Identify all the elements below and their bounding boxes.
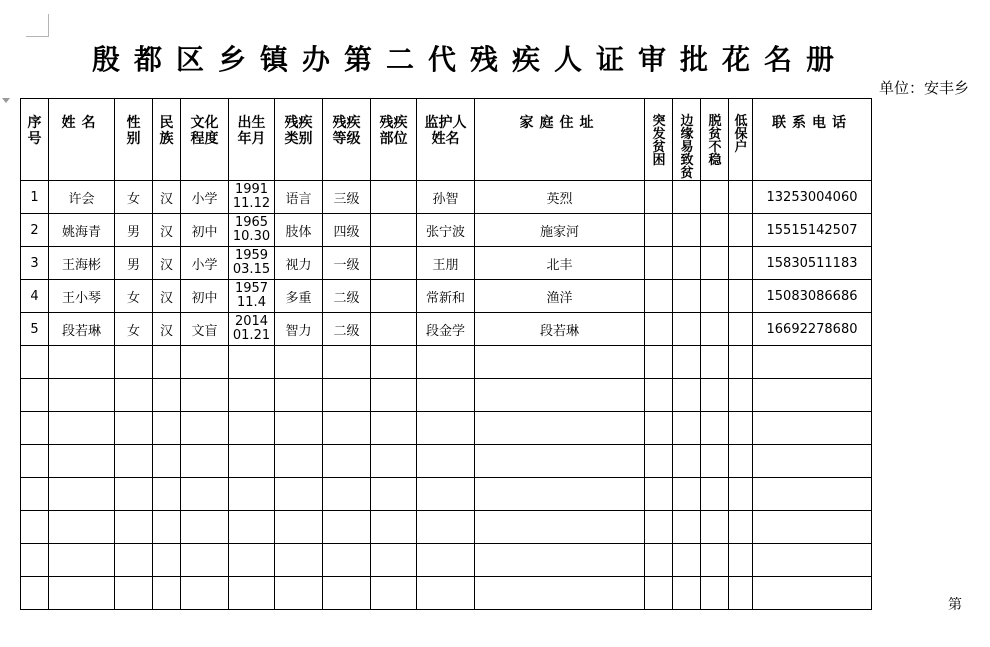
document-title: 殷都区乡镇办第二代残疾人证审批花名册	[91, 43, 848, 76]
empty-cell	[729, 511, 753, 544]
cell-index: 2	[21, 214, 49, 247]
empty-cell	[115, 511, 153, 544]
empty-cell	[153, 445, 181, 478]
empty-cell	[275, 445, 323, 478]
empty-cell	[417, 346, 475, 379]
cell-low-income	[729, 247, 753, 280]
empty-cell	[371, 577, 417, 610]
cell-emergency-poor	[645, 280, 673, 313]
empty-cell	[701, 379, 729, 412]
empty-cell	[229, 412, 275, 445]
empty-cell	[729, 544, 753, 577]
empty-cell	[49, 445, 115, 478]
cell-education: 初中	[181, 214, 229, 247]
header-education: 文化程度	[181, 99, 229, 181]
empty-cell	[229, 577, 275, 610]
cell-ethnicity: 汉	[153, 214, 181, 247]
cell-ethnicity: 汉	[153, 280, 181, 313]
header-phone: 联系电话	[753, 99, 872, 181]
cell-guardian: 张宁波	[417, 214, 475, 247]
empty-cell	[729, 346, 753, 379]
table-row	[21, 313, 872, 346]
cell-gender: 女	[115, 280, 153, 313]
cell-gender: 女	[115, 313, 153, 346]
cell-low-income	[729, 214, 753, 247]
cell-ethnicity: 汉	[153, 247, 181, 280]
unit-label: 单位：安丰乡	[879, 79, 970, 97]
empty-cell	[275, 412, 323, 445]
empty-cell	[645, 445, 673, 478]
header-birth: 出生年月	[229, 99, 275, 181]
empty-table-row	[21, 511, 872, 544]
header-index: 序号	[21, 99, 49, 181]
header-guardian: 监护人姓名	[417, 99, 475, 181]
cell-name: 王小琴	[49, 280, 115, 313]
empty-cell	[753, 445, 872, 478]
birth-year: 2014	[234, 314, 269, 329]
cell-emergency-poor	[645, 181, 673, 214]
empty-cell	[275, 511, 323, 544]
empty-cell	[153, 379, 181, 412]
cell-birth	[229, 313, 275, 346]
empty-table-row	[21, 445, 872, 478]
cell-disability-part	[371, 313, 417, 346]
empty-cell	[115, 445, 153, 478]
empty-cell	[673, 445, 701, 478]
empty-cell	[417, 379, 475, 412]
empty-cell	[323, 445, 371, 478]
cell-disability-part	[371, 280, 417, 313]
cell-index: 1	[21, 181, 49, 214]
cell-name: 王海彬	[49, 247, 115, 280]
cell-phone: 15830511183	[753, 247, 872, 280]
cell-disability-type: 视力	[275, 247, 323, 280]
empty-cell	[753, 577, 872, 610]
empty-cell	[417, 511, 475, 544]
cell-edge-poor	[673, 247, 701, 280]
header-disability-part: 残疾部位	[371, 99, 417, 181]
empty-cell	[275, 379, 323, 412]
cell-unstable-poverty-exit	[701, 313, 729, 346]
empty-cell	[229, 346, 275, 379]
cell-disability-type: 语言	[275, 181, 323, 214]
empty-cell	[21, 346, 49, 379]
cell-disability-level: 二级	[323, 313, 371, 346]
birth-month-day: 11.12	[232, 196, 271, 211]
empty-cell	[673, 412, 701, 445]
empty-cell	[645, 544, 673, 577]
cell-address: 渔洋	[475, 280, 645, 313]
empty-cell	[181, 577, 229, 610]
empty-cell	[753, 511, 872, 544]
empty-cell	[475, 544, 645, 577]
empty-cell	[673, 511, 701, 544]
cell-phone: 16692278680	[753, 313, 872, 346]
cell-phone: 15515142507	[753, 214, 872, 247]
empty-cell	[371, 412, 417, 445]
table-row	[21, 214, 872, 247]
cell-birth	[229, 214, 275, 247]
empty-cell	[49, 511, 115, 544]
header-unstable-poverty-exit: 脱贫不稳	[701, 99, 729, 181]
birth-year: 1991	[234, 182, 269, 197]
margin-arrow-icon	[2, 98, 10, 103]
empty-cell	[115, 346, 153, 379]
empty-cell	[753, 346, 872, 379]
empty-cell	[475, 511, 645, 544]
empty-cell	[115, 577, 153, 610]
cell-education: 小学	[181, 181, 229, 214]
empty-cell	[21, 577, 49, 610]
empty-cell	[753, 544, 872, 577]
empty-cell	[475, 445, 645, 478]
cell-disability-level: 三级	[323, 181, 371, 214]
cell-gender: 男	[115, 247, 153, 280]
empty-cell	[181, 379, 229, 412]
empty-cell	[475, 379, 645, 412]
cell-index: 3	[21, 247, 49, 280]
empty-cell	[371, 478, 417, 511]
cell-gender: 女	[115, 181, 153, 214]
empty-cell	[181, 346, 229, 379]
header-gender: 性别	[115, 99, 153, 181]
cell-address: 北丰	[475, 247, 645, 280]
empty-cell	[229, 445, 275, 478]
cell-index: 5	[21, 313, 49, 346]
cell-gender: 男	[115, 214, 153, 247]
header-disability-type: 残疾类别	[275, 99, 323, 181]
empty-cell	[21, 412, 49, 445]
cell-emergency-poor	[645, 313, 673, 346]
header-low-income: 低保户	[729, 99, 753, 181]
empty-cell	[371, 511, 417, 544]
cell-ethnicity: 汉	[153, 181, 181, 214]
birth-year: 1957	[234, 281, 269, 296]
cell-unstable-poverty-exit	[701, 214, 729, 247]
empty-cell	[475, 412, 645, 445]
empty-cell	[753, 412, 872, 445]
empty-cell	[645, 346, 673, 379]
empty-cell	[673, 577, 701, 610]
empty-cell	[417, 577, 475, 610]
cell-disability-type: 智力	[275, 313, 323, 346]
empty-cell	[275, 544, 323, 577]
empty-cell	[181, 412, 229, 445]
header-disability-level: 残疾等级	[323, 99, 371, 181]
empty-cell	[475, 478, 645, 511]
empty-table-row	[21, 577, 872, 610]
empty-cell	[275, 346, 323, 379]
empty-cell	[21, 478, 49, 511]
empty-cell	[729, 379, 753, 412]
empty-cell	[21, 511, 49, 544]
empty-cell	[323, 544, 371, 577]
empty-cell	[275, 577, 323, 610]
cell-unstable-poverty-exit	[701, 280, 729, 313]
empty-cell	[115, 412, 153, 445]
empty-cell	[673, 346, 701, 379]
empty-cell	[417, 478, 475, 511]
empty-cell	[371, 544, 417, 577]
empty-table-row	[21, 346, 872, 379]
empty-cell	[153, 478, 181, 511]
empty-cell	[645, 412, 673, 445]
empty-cell	[753, 379, 872, 412]
empty-cell	[645, 577, 673, 610]
empty-cell	[153, 412, 181, 445]
empty-cell	[153, 544, 181, 577]
empty-cell	[371, 445, 417, 478]
empty-cell	[323, 379, 371, 412]
cell-guardian: 段金学	[417, 313, 475, 346]
birth-month-day: 03.15	[232, 262, 271, 277]
empty-cell	[673, 544, 701, 577]
table-row	[21, 181, 872, 214]
empty-cell	[729, 445, 753, 478]
birth-month-day: 11.4	[237, 295, 266, 310]
empty-cell	[701, 577, 729, 610]
empty-cell	[753, 478, 872, 511]
cell-disability-type: 多重	[275, 280, 323, 313]
cell-disability-level: 二级	[323, 280, 371, 313]
cell-disability-level: 四级	[323, 214, 371, 247]
empty-cell	[275, 478, 323, 511]
empty-cell	[115, 478, 153, 511]
cell-birth	[229, 280, 275, 313]
cell-education: 初中	[181, 280, 229, 313]
header-name: 姓名	[49, 99, 115, 181]
cell-phone: 13253004060	[753, 181, 872, 214]
cell-guardian: 常新和	[417, 280, 475, 313]
empty-cell	[701, 412, 729, 445]
empty-cell	[115, 544, 153, 577]
empty-cell	[181, 544, 229, 577]
birth-year: 1959	[234, 248, 269, 263]
empty-cell	[701, 445, 729, 478]
empty-cell	[729, 412, 753, 445]
page-number-label: 第	[948, 597, 962, 613]
roster-table	[20, 98, 872, 610]
empty-cell	[229, 544, 275, 577]
empty-cell	[701, 544, 729, 577]
cell-birth	[229, 247, 275, 280]
empty-cell	[645, 478, 673, 511]
cell-disability-part	[371, 247, 417, 280]
empty-cell	[475, 577, 645, 610]
empty-cell	[417, 412, 475, 445]
cell-guardian: 孙智	[417, 181, 475, 214]
empty-cell	[49, 478, 115, 511]
empty-cell	[701, 478, 729, 511]
cell-disability-type: 肢体	[275, 214, 323, 247]
empty-cell	[21, 379, 49, 412]
empty-table-row	[21, 379, 872, 412]
cell-disability-part	[371, 214, 417, 247]
empty-cell	[115, 379, 153, 412]
cell-emergency-poor	[645, 214, 673, 247]
cell-emergency-poor	[645, 247, 673, 280]
birth-month-day: 01.21	[232, 328, 271, 343]
empty-table-row	[21, 478, 872, 511]
cell-low-income	[729, 280, 753, 313]
cell-edge-poor	[673, 214, 701, 247]
cell-unstable-poverty-exit	[701, 181, 729, 214]
empty-cell	[323, 478, 371, 511]
empty-cell	[181, 511, 229, 544]
empty-cell	[729, 577, 753, 610]
empty-table-row	[21, 544, 872, 577]
empty-cell	[49, 346, 115, 379]
empty-cell	[645, 511, 673, 544]
cell-edge-poor	[673, 313, 701, 346]
header-address: 家庭住址	[475, 99, 645, 181]
empty-cell	[229, 379, 275, 412]
empty-cell	[417, 544, 475, 577]
cell-address: 施家河	[475, 214, 645, 247]
cell-disability-level: 一级	[323, 247, 371, 280]
cell-low-income	[729, 181, 753, 214]
empty-cell	[729, 478, 753, 511]
header-edge-poor: 边缘易致贫	[673, 99, 701, 181]
empty-cell	[49, 544, 115, 577]
birth-year: 1965	[234, 215, 269, 230]
empty-cell	[49, 412, 115, 445]
header-emergency-poor: 突发贫困	[645, 99, 673, 181]
empty-cell	[417, 445, 475, 478]
empty-cell	[475, 346, 645, 379]
empty-cell	[323, 511, 371, 544]
empty-cell	[229, 478, 275, 511]
empty-table-row	[21, 412, 872, 445]
empty-cell	[229, 511, 275, 544]
empty-cell	[323, 412, 371, 445]
empty-cell	[21, 544, 49, 577]
empty-cell	[153, 346, 181, 379]
cell-unstable-poverty-exit	[701, 247, 729, 280]
cell-address: 段若琳	[475, 313, 645, 346]
cell-ethnicity: 汉	[153, 313, 181, 346]
empty-cell	[371, 346, 417, 379]
empty-cell	[673, 478, 701, 511]
cell-name: 姚海青	[49, 214, 115, 247]
cell-name: 段若琳	[49, 313, 115, 346]
cell-disability-part	[371, 181, 417, 214]
birth-month-day: 10.30	[232, 229, 271, 244]
cell-index: 4	[21, 280, 49, 313]
cell-guardian: 王朋	[417, 247, 475, 280]
empty-cell	[181, 478, 229, 511]
cell-phone: 15083086686	[753, 280, 872, 313]
empty-cell	[673, 379, 701, 412]
cell-low-income	[729, 313, 753, 346]
cell-edge-poor	[673, 280, 701, 313]
empty-cell	[181, 445, 229, 478]
cell-name: 许会	[49, 181, 115, 214]
header-ethnicity: 民族	[153, 99, 181, 181]
table-row	[21, 280, 872, 313]
empty-cell	[21, 445, 49, 478]
empty-cell	[701, 346, 729, 379]
empty-cell	[323, 577, 371, 610]
table-row	[21, 247, 872, 280]
empty-cell	[701, 511, 729, 544]
header-row	[21, 99, 872, 181]
empty-cell	[153, 577, 181, 610]
empty-cell	[49, 379, 115, 412]
cell-birth	[229, 181, 275, 214]
cell-education: 小学	[181, 247, 229, 280]
empty-cell	[153, 511, 181, 544]
cell-address: 英烈	[475, 181, 645, 214]
empty-cell	[323, 346, 371, 379]
empty-cell	[371, 379, 417, 412]
roster-body	[21, 181, 872, 610]
empty-cell	[49, 577, 115, 610]
empty-cell	[645, 379, 673, 412]
cell-education: 文盲	[181, 313, 229, 346]
cell-edge-poor	[673, 181, 701, 214]
page-corner-mark	[26, 14, 49, 37]
